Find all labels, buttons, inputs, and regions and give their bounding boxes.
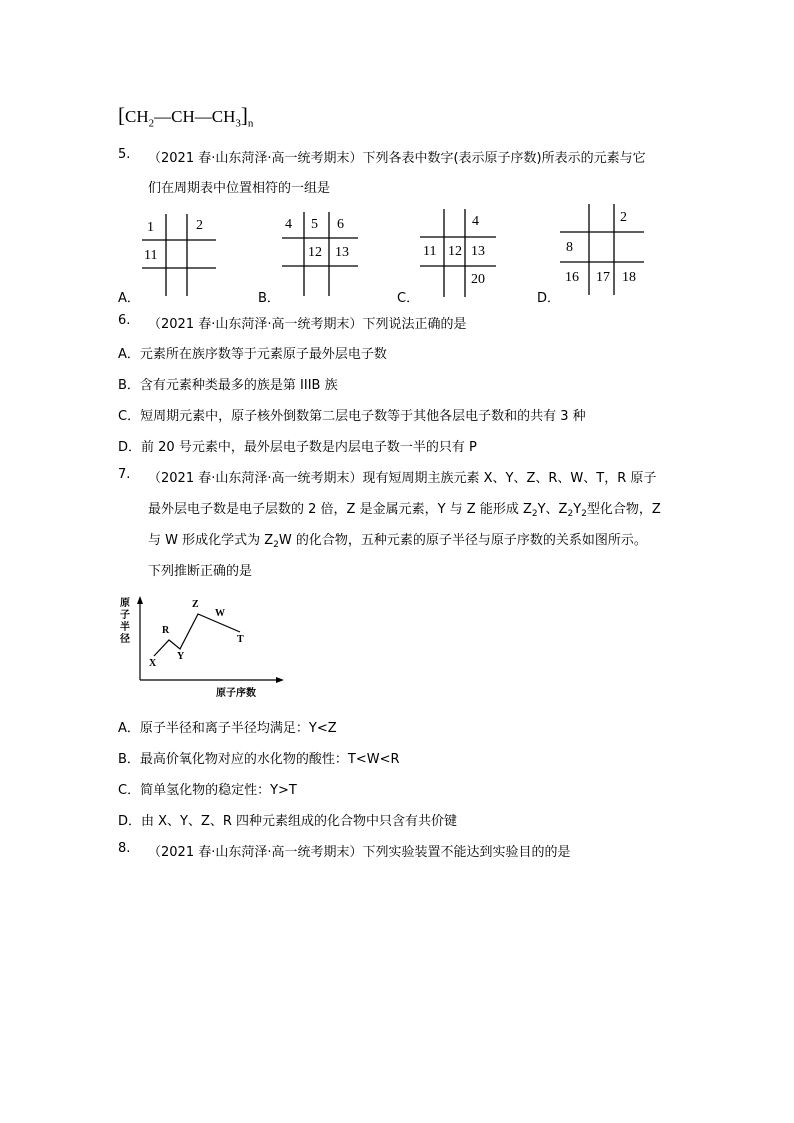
grid-cell: 13	[471, 244, 485, 259]
q7-line4: 下列推断正确的是	[148, 564, 253, 579]
point-label-x: X	[149, 658, 157, 669]
point-label-t: T	[237, 634, 244, 645]
q6-number: 6.	[118, 313, 131, 328]
q5-option-a-letter[interactable]: A．	[118, 291, 140, 306]
grid-cell: 12	[308, 245, 322, 260]
point-label-w: W	[215, 608, 225, 619]
q7-number: 7.	[118, 467, 131, 482]
q7-option-d[interactable]: D．由 X、Y、Z、R 四种元素组成的化合物中只含有共价键	[118, 814, 458, 829]
q7-line1: （2021 春·山东菏泽·高一统考期末）现有短周期主族元素 X、Y、Z、R、W、T，R 原子	[148, 471, 657, 486]
q8-number: 8.	[118, 841, 131, 856]
grid-cell: 12	[448, 244, 462, 259]
chart-svg	[118, 594, 288, 702]
x-axis-arrow	[276, 677, 284, 683]
q6-option-a[interactable]: A．元素所在族序数等于元素原子最外层电子数	[118, 347, 387, 362]
formula-sub: 2	[148, 117, 155, 130]
grid-cell: 6	[337, 217, 344, 232]
q5-option-c-letter[interactable]: C．	[397, 291, 420, 306]
q5-number: 5.	[118, 147, 131, 162]
q5-line1: （2021 春·山东菏泽·高一统考期末）下列各表中数字(表示原子序数)所表示的元素与它	[148, 151, 646, 166]
grid-cell: 11	[144, 248, 158, 263]
q6-option-c[interactable]: C．短周期元素中，原子核外倒数第二层电子数等于其他各层电子数和的共有 3 种	[118, 409, 586, 424]
q7-line2: 最外层电子数是电子层数的 2 倍，Z 是金属元素，Y 与 Z 能形成 $Z_2Y$、$Z_2Y_2$型化合物，Z	[148, 502, 661, 519]
point-label-z: Z	[192, 599, 199, 610]
grid-cell: 17	[596, 270, 610, 285]
formula-sub: 3	[235, 117, 241, 130]
point-label-r: R	[162, 625, 170, 636]
q5-option-d-grid	[558, 202, 646, 298]
formula-sub-n: n	[247, 117, 254, 130]
grid-cell: 16	[565, 270, 579, 285]
q8-stem: （2021 春·山东菏泽·高一统考期末）下列实验装置不能达到实验目的的是	[148, 845, 571, 860]
close-bracket: ]	[240, 103, 248, 127]
formula-ch3: CH	[211, 107, 236, 126]
bond: —	[154, 107, 172, 126]
q6-option-d[interactable]: D．前 20 号元素中，最外层电子数是内层电子数一半的只有 P	[118, 440, 477, 455]
grid-cell: 4	[285, 217, 292, 232]
grid-cell: 1	[147, 220, 154, 235]
point-label-y: Y	[177, 651, 185, 662]
q7-option-b[interactable]: B．最高价氧化物对应的水化物的酸性：T<W<R	[118, 752, 400, 767]
open-bracket: [	[118, 103, 125, 127]
grid-cell: 8	[566, 240, 573, 255]
q6-stem: （2021 春·山东菏泽·高一统考期末）下列说法正确的是	[148, 317, 467, 332]
q5-option-b-letter[interactable]: B．	[258, 291, 280, 306]
grid-cell: 13	[335, 245, 349, 260]
q7-radius-chart	[118, 594, 288, 702]
formula-ch2: CH	[125, 107, 149, 126]
q5-option-a-grid	[140, 210, 220, 300]
x-axis-label: 原子序数	[216, 688, 256, 699]
polymer-formula	[118, 103, 253, 129]
q5-option-d-letter[interactable]: D．	[537, 291, 561, 306]
grid-cell: 11	[423, 244, 437, 259]
q6-option-b[interactable]: B．含有元素种类最多的族是第 IIIB 族	[118, 378, 338, 393]
grid-cell: 2	[620, 210, 627, 225]
grid-cell: 4	[472, 214, 479, 229]
q7-option-a[interactable]: A．原子半径和离子半径均满足：Y<Z	[118, 721, 337, 736]
y-axis-arrow	[137, 596, 143, 604]
y-axis-label: 原 子 半 径	[120, 598, 130, 645]
q5-option-b-grid	[278, 208, 362, 300]
q7-line3: 与 W 形成化学式为 $Z_2W$ 的化合物，五种元素的原子半径与原子序数的关系如图所示。	[148, 533, 647, 550]
grid-cell: 5	[311, 217, 318, 232]
q7-option-c[interactable]: C．简单氢化物的稳定性：Y>T	[118, 783, 297, 798]
grid-cell: 2	[196, 218, 203, 233]
q5-line2: 们在周期表中位置相符的一组是	[148, 181, 331, 196]
grid-cell: 20	[471, 272, 485, 287]
grid-cell: 18	[622, 270, 636, 285]
bond: —	[194, 107, 212, 126]
formula-ch: CH	[171, 107, 195, 126]
q5-option-c-grid	[418, 205, 500, 300]
